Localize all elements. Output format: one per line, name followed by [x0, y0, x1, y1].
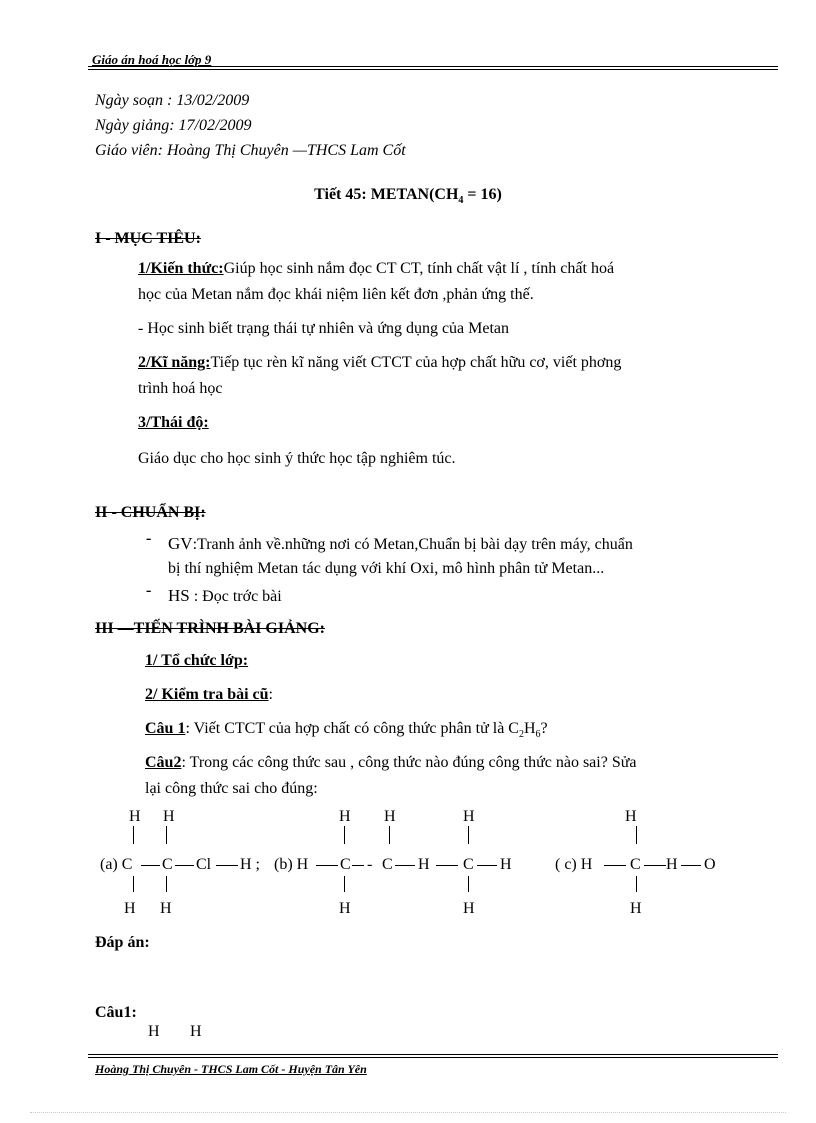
gv-label: GV — [168, 534, 193, 553]
page-bottom-divider — [30, 1112, 786, 1113]
gv-bullet: - — [146, 530, 152, 547]
a-cl: Cl — [196, 856, 212, 873]
b-bond-top-1 — [344, 826, 345, 844]
b-bond-h-4 — [436, 865, 458, 866]
cau-2-line-1 — [145, 754, 637, 772]
cau-1-question — [145, 720, 548, 740]
b-bond-h-5 — [477, 865, 497, 866]
a-bond-h-3 — [216, 865, 238, 866]
section-1-heading: I - MỤC TIÊU: — [95, 230, 201, 247]
b-c-2: C — [382, 856, 393, 873]
title-tail: = 16) — [463, 186, 502, 203]
b-h-end: H — [500, 856, 512, 873]
header-rule — [88, 66, 778, 67]
b-h-bot-3: H — [463, 900, 475, 917]
cau-1-h: H — [523, 720, 536, 737]
ki-nang-text-1: Tiếp tục rèn kĩ năng viết CTCT của hợp chất hữu cơ, viết phơng — [210, 354, 622, 371]
ngay-giang: Ngày giảng: 17/02/2009 — [95, 117, 252, 134]
c-h-bot: H — [630, 900, 642, 917]
c-o: O — [704, 856, 716, 873]
c-bond-top — [636, 826, 637, 844]
hs-text: : Đọc trớc bài — [189, 588, 282, 605]
answer-h-2: H — [190, 1023, 202, 1040]
c-c: C — [630, 856, 641, 873]
cau-1-text: : Viết CTCT của hợp chất có công thức phân tử là C — [185, 720, 519, 737]
a-end: H ; — [240, 856, 260, 873]
c-bond-bot — [636, 876, 637, 892]
answer-h-1: H — [148, 1023, 160, 1040]
ngay-soan: Ngày soạn : 13/02/2009 — [95, 92, 250, 109]
b-h-top-3: H — [463, 808, 475, 825]
title-main: Tiết 45: METAN(CH — [314, 186, 459, 203]
a-bond-top-1 — [133, 826, 134, 844]
kiem-tra-colon: : — [268, 686, 273, 703]
a-h-bot-1: H — [124, 900, 136, 917]
b-bond-h-2 — [352, 865, 364, 866]
ki-nang-line-2: trình hoá học — [138, 380, 223, 397]
thai-do-text: Giáo dục cho học sinh ý thức học tập nghiêm túc. — [138, 450, 456, 467]
b-c-1: C — [340, 856, 351, 873]
section-3-heading: III —TIẾN TRÌNH BÀI GIẢNG: — [95, 620, 325, 637]
b-bond-top-2 — [389, 826, 390, 844]
b-h-mid: H — [418, 856, 430, 873]
header-rule-2 — [88, 69, 778, 70]
page-footer: Hoàng Thị Chuyên - THCS Lam Cốt - Huyện Tân Yên — [95, 1062, 367, 1076]
kien-thuc-text-1: Giúp học sinh nắm đọc CT CT, tính chất vật lí , tính chất hoá — [223, 260, 615, 277]
a-h-bot-2: H — [160, 900, 172, 917]
giao-vien: Giáo viên: Hoàng Thị Chuyên —THCS Lam Cốt — [95, 142, 406, 159]
c-label: ( c) H — [555, 856, 593, 873]
hs-line — [168, 586, 282, 606]
a-h-top-1: H — [129, 808, 141, 825]
lesson-title — [0, 186, 816, 206]
ki-nang-line-1 — [138, 354, 621, 372]
kiem-tra-label: 2/ Kiểm tra bài cũ — [145, 686, 269, 703]
a-bond-top-2 — [166, 826, 167, 844]
cau-2-line-2: lại công thức sai cho đúng: — [145, 780, 318, 797]
c-bond-h-3 — [681, 865, 701, 866]
b-c-3: C — [463, 856, 474, 873]
gv-text-1: :Tranh ảnh về.những nơi có Metan,Chuẩn bị bài dạy trên máy, chuẩn — [192, 536, 633, 553]
page-header: Giáo án hoá học lớp 9 — [92, 52, 212, 67]
cau-1-sub-6: 6 — [535, 729, 541, 741]
thai-do-label: 3/Thái độ: — [138, 414, 209, 431]
footer-rule-2 — [88, 1057, 778, 1058]
a-c-2: C — [162, 856, 173, 873]
c-h-top: H — [625, 808, 637, 825]
b-h-top-1: H — [339, 808, 351, 825]
c-h-mid: H — [666, 856, 678, 873]
b-bond-bot-1 — [344, 876, 345, 892]
c-bond-h-1 — [604, 865, 626, 866]
title-sub: 4 — [458, 195, 464, 207]
ki-nang-label: 2/Kĩ năng: — [138, 354, 211, 371]
kien-thuc-line-1 — [138, 260, 614, 278]
kiem-tra-bai-cu — [145, 686, 273, 704]
hs-bullet: - — [146, 582, 152, 599]
a-bond-bot-1 — [133, 876, 134, 892]
a-bond-h-2 — [175, 865, 194, 866]
to-chuc-lop: 1/ Tổ chức lớp: — [145, 652, 249, 669]
cau-2-text-1: : Trong các công thức sau , công thức nào đúng công thức nào sai? Sửa — [181, 754, 637, 771]
c-bond-h-2 — [644, 865, 666, 866]
b-h-bot-1: H — [339, 900, 351, 917]
answer-cau-1-label: Câu1: — [95, 1004, 137, 1021]
b-bond-bot-3 — [468, 876, 469, 892]
dap-an-label: Đáp án: — [95, 934, 150, 951]
kien-thuc-line-3: - Học sinh biết trạng thái tự nhiên và ứng dụng của Metan — [138, 320, 510, 337]
b-bond-top-3 — [468, 826, 469, 844]
kien-thuc-line-2: học của Metan nắm đọc khái niệm liên kết đơn ,phản ứng thế. — [138, 286, 534, 303]
section-2-heading: II - CHUẨN BỊ: — [95, 504, 206, 521]
a-label: (a) C — [100, 856, 133, 873]
a-bond-h-1 — [141, 865, 160, 866]
cau-1-label: Câu 1 — [145, 720, 186, 737]
hs-label: HS — [168, 586, 190, 605]
kien-thuc-label: 1/Kiến thức: — [138, 260, 224, 277]
cau-1-sub-2: 2 — [518, 729, 524, 741]
b-bond-h-3 — [395, 865, 415, 866]
b-label: (b) H — [274, 856, 309, 873]
gv-line-1 — [168, 534, 633, 554]
gv-line-2: bị thí nghiệm Metan tác dụng với khí Oxi, mô hình phân tử Metan... — [168, 560, 605, 577]
cau-1-q: ? — [540, 720, 548, 737]
footer-rule — [88, 1054, 778, 1055]
a-bond-bot-2 — [166, 876, 167, 892]
b-dash: - — [367, 856, 373, 873]
b-h-top-2: H — [384, 808, 396, 825]
a-h-top-2: H — [163, 808, 175, 825]
cau-2-label: Câu2 — [145, 754, 182, 771]
b-bond-h-1 — [316, 865, 338, 866]
